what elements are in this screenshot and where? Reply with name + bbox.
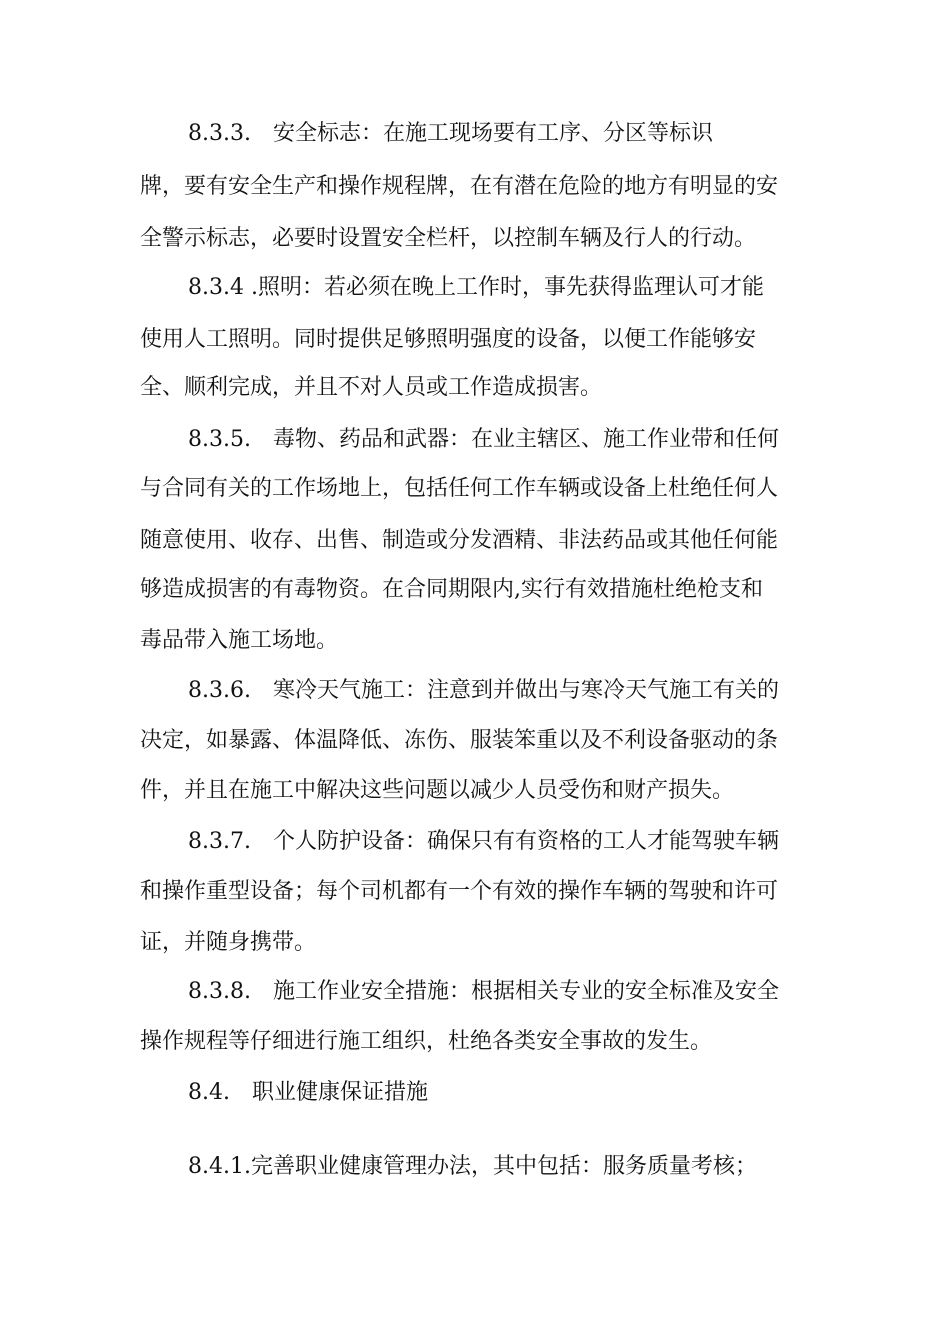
paragraph-8-3-4-line-3: 全、顺利完成，并且不对人员或工作造成损害。 [140, 375, 603, 400]
section-heading-8-4: 8.4. 职业健康保证措施 [188, 1080, 428, 1105]
paragraph-8-3-5-line-5: 毒品带入施工场地。 [140, 628, 339, 653]
paragraph-8-3-5-line-1: 8.3.5. 毒物、药品和武器：在业主辖区、施工作业带和任何 [188, 427, 779, 452]
paragraph-8-3-8-line-1: 8.3.8. 施工作业安全措施：根据相关专业的安全标准及安全 [188, 979, 779, 1004]
paragraph-8-3-5-line-4: 够造成损害的有毒物资。在合同期限内,实行有效措施杜绝枪支和 [140, 577, 763, 602]
paragraph-8-3-7-line-3: 证，并随身携带。 [140, 930, 317, 955]
paragraph-8-3-6-line-1: 8.3.6. 寒冷天气施工：注意到并做出与寒冷天气施工有关的 [188, 678, 779, 703]
paragraph-8-3-6-line-3: 件，并且在施工中解决这些问题以减少人员受伤和财产损失。 [140, 778, 735, 803]
paragraph-8-3-4-line-2: 使用人工照明。同时提供足够照明强度的设备，以便工作能够安 [140, 327, 757, 352]
paragraph-8-3-3-line-1: 8.3.3. 安全标志：在施工现场要有工序、分区等标识 [188, 121, 713, 146]
paragraph-8-3-8-line-2: 操作规程等仔细进行施工组织，杜绝各类安全事故的发生。 [140, 1029, 713, 1054]
paragraph-8-3-7-line-2: 和操作重型设备；每个司机都有一个有效的操作车辆的驾驶和许可 [140, 879, 779, 904]
paragraph-8-3-6-line-2: 决定，如暴露、体温降低、冻伤、服装笨重以及不利设备驱动的条 [140, 728, 779, 753]
paragraph-8-3-5-line-3: 随意使用、收存、出售、制造或分发酒精、非法药品或其他任何能 [140, 528, 779, 553]
paragraph-8-3-3-line-3: 全警示标志，必要时设置安全栏杆，以控制车辆及行人的行动。 [140, 226, 757, 251]
paragraph-8-4-1-line-1: 8.4.1.完善职业健康管理办法，其中包括：服务质量考核； [188, 1154, 757, 1179]
paragraph-8-3-4-line-1: 8.3.4 .照明：若必须在晚上工作时，事先获得监理认可才能 [188, 275, 764, 300]
paragraph-8-3-3-line-2: 牌，要有安全生产和操作规程牌，在有潜在危险的地方有明显的安 [140, 174, 779, 199]
paragraph-8-3-7-line-1: 8.3.7. 个人防护设备：确保只有有资格的工人才能驾驶车辆 [188, 829, 779, 854]
paragraph-8-3-5-line-2: 与合同有关的工作场地上，包括任何工作车辆或设备上杜绝任何人 [140, 476, 779, 501]
